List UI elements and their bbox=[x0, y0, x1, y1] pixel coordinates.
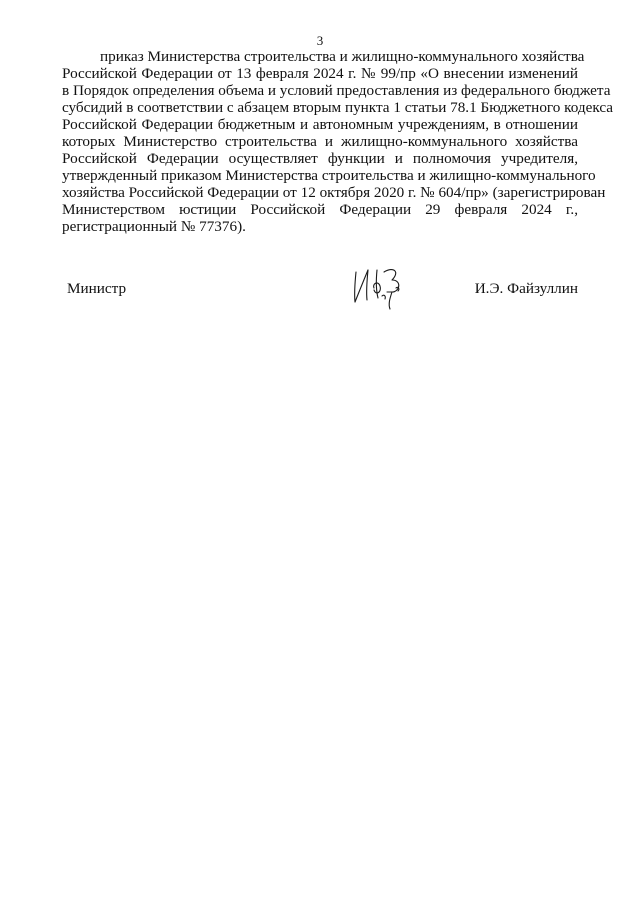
body-line: Российской Федерации бюджетным и автономным учреждениям, в отношении bbox=[62, 116, 578, 133]
body-line: приказ Министерства строительства и жилищно-коммунального хозяйства bbox=[100, 48, 585, 65]
body-line: которых Министерство строительства и жилищно-коммунального хозяйства bbox=[62, 133, 578, 150]
body-line: субсидий в соответствии с абзацем вторым пункта 1 статьи 78.1 Бюджетного кодекса bbox=[62, 99, 614, 116]
page-number: 3 bbox=[316, 33, 324, 48]
signer-name: И.Э. Файзуллин bbox=[474, 280, 578, 297]
body-paragraph bbox=[62, 48, 614, 235]
body-line: в Порядок определения объема и условий предоставления из федерального бюджета bbox=[62, 82, 611, 99]
body-line: хозяйства Российской Федерации от 12 октября 2020 г. № 604/пр» (зарегистрирован bbox=[62, 184, 606, 201]
body-line: утвержденный приказом Министерства строительства и жилищно-коммунального bbox=[62, 167, 596, 184]
body-line: Российской Федерации осуществляет функции и полномочия учредителя, bbox=[62, 150, 578, 167]
handwritten-signature bbox=[350, 262, 414, 310]
signer-title: Министр bbox=[67, 280, 127, 297]
body-line: Министерством юстиции Российской Федерации 29 февраля 2024 г., bbox=[62, 201, 578, 218]
body-line: регистрационный № 77376). bbox=[62, 218, 246, 235]
signature-block bbox=[62, 268, 578, 318]
body-line: Российской Федерации от 13 февраля 2024 г. № 99/пр «О внесении изменений bbox=[62, 65, 578, 82]
